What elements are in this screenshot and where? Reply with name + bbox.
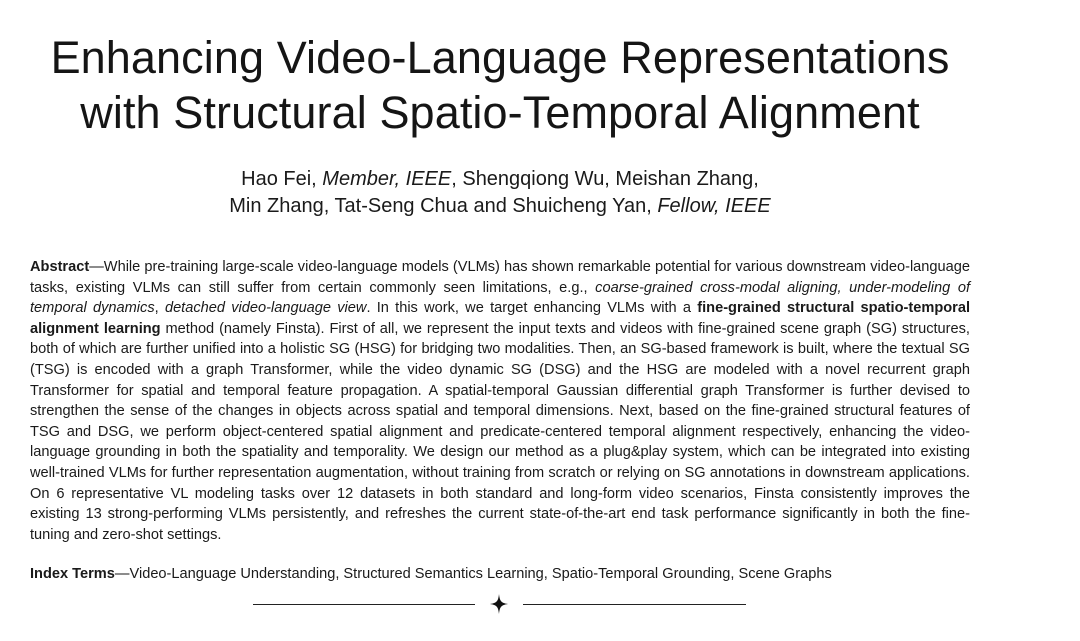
abstract-limitation-1: coarse-grained cross-modal aligning (595, 279, 838, 296)
abstract-text-2: . In this work, we target enhancing VLMs with a (366, 300, 698, 317)
separator-left-rule (253, 604, 475, 605)
separator-right-rule (523, 604, 746, 605)
author-list (0, 166, 1000, 220)
index-terms (30, 564, 970, 584)
author-names-3: Min Zhang, Tat-Seng Chua and Shuicheng Yan, (229, 195, 658, 217)
abstract-method-highlight: fine-grained structural spatio-temporal alignment learning (30, 300, 970, 337)
index-terms-label: Index Terms (30, 566, 115, 582)
paper-title (0, 30, 1000, 140)
author-names-2: , Shengqiong Wu, Meishan Zhang, (451, 168, 759, 190)
abstract-limitation-2: under-modeling of temporal dynamics (30, 279, 971, 317)
index-terms-text: —Video-Language Understanding, Structured Semantics Learning, Spatio-Temporal Grounding, Scene Graphs (114, 566, 832, 582)
abstract-separator-2: , (154, 300, 165, 317)
abstract-label: Abstract (30, 259, 90, 275)
abstract-limitation-3: detached video-language view (164, 300, 367, 317)
title-line-2: with Structural Spatio-Temporal Alignment (80, 87, 920, 138)
abstract-separator-1: , (837, 279, 850, 296)
author-names-1: Hao Fei, (241, 168, 323, 190)
author-line-1 (0, 166, 1000, 193)
author-fellowship: Fellow, IEEE (657, 195, 771, 217)
abstract-text-3: method (namely Finsta). First of all, we represent the input texts and videos with fine-grained scene graph (SG) structures, both of which are further unified into a holistic SG (HSG) for bridging two modalities. Then, an SG-based framework is built, where the textual SG (TSG) is encoded with a graph Transformer, while the video dynamic SG (DSG) and the HSG are modeled with a novel recurrent graph Transformer for spatial and temporal feature propagation. A spatial-temporal Gaussian differential graph Transformer is further devised to strengthen the sense of the changes in objects across spatial and temporal dimensions. Next, based on the fine-grained structural features of TSG and DSG, we perform object-centered spatial alignment and predicate-centered temporal alignment respectively, enhancing the video-language grounding in both the spatiality and temporality. We design our method as a plug&play system, which can be integrated into existing well-trained VLMs for further representation augmentation, without training from scratch or relying on SG annotations in downstream applications. On 6 representative VL modeling tasks over 12 datasets in both standard and long-form video scenarios, Finsta consistently improves the existing 13 strong-performing VLMs persistently, and refreshes the current state-of-the-art end task performance significantly in both the fine-tuning and zero-shot settings. (30, 320, 970, 543)
abstract (30, 257, 970, 545)
four-point-star-icon (490, 594, 508, 614)
author-line-2 (0, 193, 1000, 220)
title-line-1: Enhancing Video-Language Representations (50, 32, 950, 83)
author-membership: Member, IEEE (322, 168, 452, 190)
abstract-text-1: —While pre-training large-scale video-language models (VLMs) has shown remarkable potential for various downstream video-language tasks, existing VLMs can still suffer from certain commonly seen limitations, e.g., (30, 259, 970, 296)
